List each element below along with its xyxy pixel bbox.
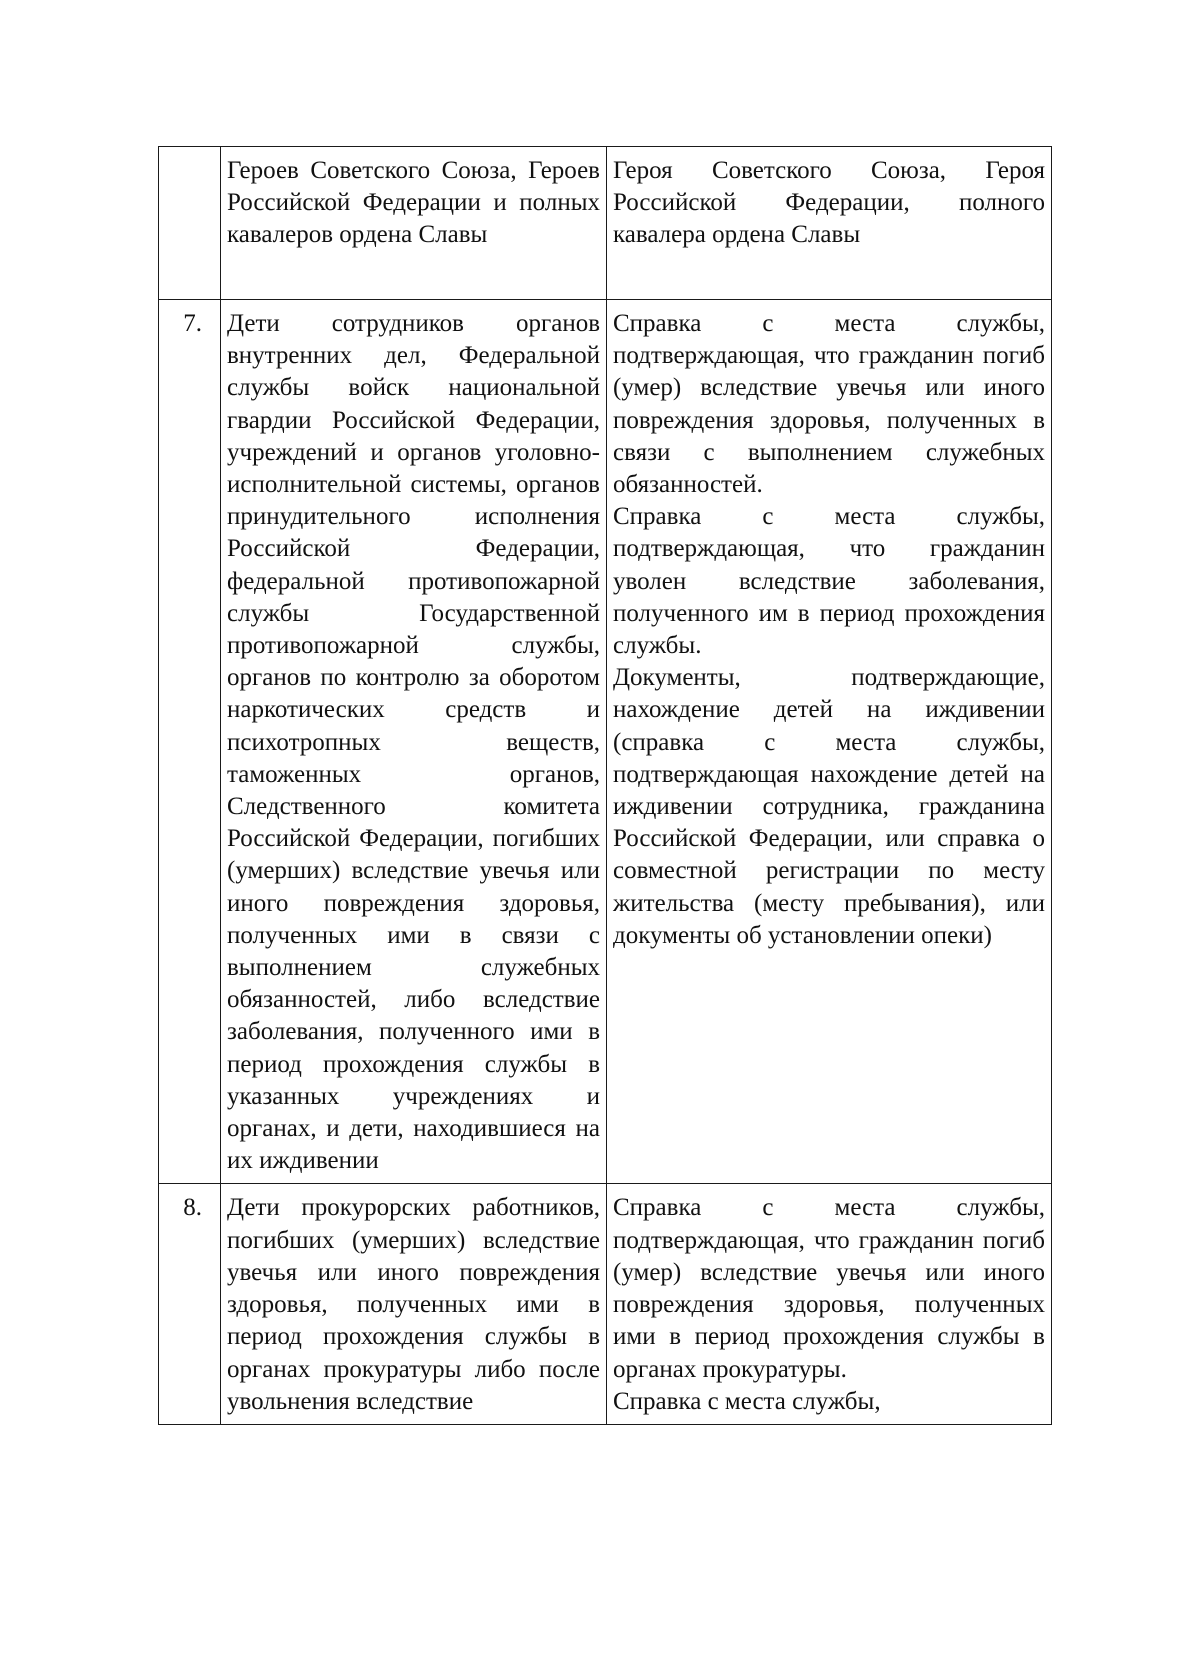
- document-paragraph: Героя Советского Союза, Героя Российской Федерации, полного кавалера ордена Славы: [613, 157, 1045, 249]
- document-paragraph: Документы, подтверждающие, нахождение детей на иждивении (справка с места службы, подтверждающая нахождение детей на иждивении сотрудника, гражданина Российской Федерации, или справка о совместной регистрации по месту жительства (месту пребывания), или документы об установлении опеки): [613, 664, 1045, 949]
- category-cell: [221, 147, 607, 300]
- document-paragraph: Справка с места службы,: [613, 1387, 881, 1415]
- row-number: [159, 147, 221, 300]
- document-paragraph: Справка с места службы, подтверждающая, что гражданин погиб (умер) вследствие увечья или иного повреждения здоровья, полученных в связи с выполнением служебных обязанностей.: [613, 310, 1045, 499]
- category-text: Дети сотрудников органов внутренних дел, Федеральной службы войск национальной гвардии Российской Федерации, учреждений и органов уголовно-исполнительной системы, органов принудительного исполнения Российской Федерации, федеральной противопожарной службы Государственной противопожарной службы, органов по контролю за оборотом наркотических средств и психотропных веществ, таможенных органов, Следственного комитета Российской Федерации, погибших (умерших) вследствие увечья или иного повреждения здоровья, полученных ими в связи с выполнением служебных обязанностей, либо вследствие заболевания, полученного ими в период прохождения службы в указанных учреждениях и органах, и дети, находившиеся на их иждивении: [227, 310, 600, 1175]
- table-row: [159, 1184, 1052, 1424]
- document-paragraph: Справка с места службы, подтверждающая, что гражданин уволен вследствие заболевания, полученного им в период прохождения службы.: [613, 503, 1045, 660]
- documents-table: [158, 146, 1052, 1425]
- table-row: [159, 300, 1052, 1184]
- document-paragraph: Справка с места службы, подтверждающая, что гражданин погиб (умер) вследствие увечья или иного повреждения здоровья, полученных ими в период прохождения службы в органах прокуратуры.: [613, 1194, 1045, 1383]
- documents-cell: [607, 1184, 1052, 1424]
- row-number: 8.: [159, 1184, 221, 1424]
- row-number: 7.: [159, 300, 221, 1184]
- category-cell: [221, 1184, 607, 1424]
- category-cell: [221, 300, 607, 1184]
- category-text: Дети прокурорских работников, погибших (умерших) вследствие увечья или иного повреждения здоровья, полученных ими в период прохождения службы в органах прокуратуры либо после увольнения вследствие: [227, 1194, 600, 1415]
- documents-cell: [607, 147, 1052, 300]
- table-row: [159, 147, 1052, 300]
- category-text: Героев Советского Союза, Героев Российской Федерации и полных кавалеров ордена Славы: [227, 157, 600, 249]
- documents-cell: [607, 300, 1052, 1184]
